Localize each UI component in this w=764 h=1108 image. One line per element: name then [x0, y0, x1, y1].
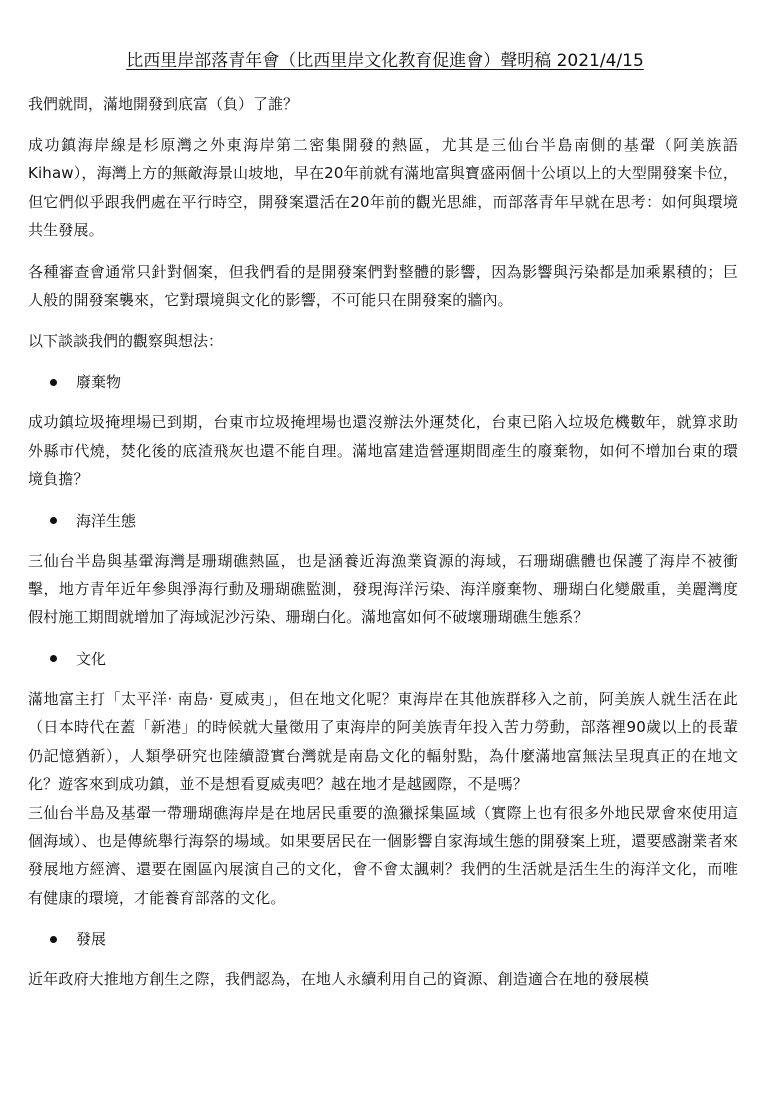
section-heading-label: 文化 [76, 649, 107, 668]
section-body-development: 近年政府大推地方創生之際，我們認為，在地人永續利用自己的資源、創造適合在地的發展模 [28, 970, 650, 989]
section-heading-culture [50, 645, 738, 673]
bullet-icon [50, 517, 57, 524]
lead-in-text: 以下談談我們的觀察與想法： [28, 332, 224, 351]
intro-paragraph-1: 成功鎮海岸線是杉原灣之外東海岸第二密集開發的熱區，尤其是三仙台半島南側的基翬（阿美族語Kihaw），海灣上方的無敵海景山坡地，早在20年前就有滿地富與寶盛兩個十公頃以上的大型開發案卡位，但它們似乎跟我們處在平行時空，開發案還活在20年前的觀光思維，而部落青年早就在思考：如何與環境共生發展。 [28, 136, 738, 240]
intro-paragraph-2: 各種審查會通常只針對個案，但我們看的是開發案們對整體的影響，因為影響與污染都是加乘累積的；巨人般的開發案襲來，它對環境與文化的影響，不可能只在開發案的牆內。 [28, 262, 738, 310]
statement-title: 比西里岸部落青年會（比西里岸文化教育促進會）聲明稿 2021/4/15 [126, 51, 644, 71]
section-heading-waste [50, 368, 738, 396]
bullet-icon [50, 936, 57, 943]
opening-question: 我們就問，滿地開發到底富（負）了誰？ [28, 95, 299, 113]
section-heading-marine-ecology [50, 507, 738, 535]
section-body-waste: 成功鎮垃圾掩埋場已到期，台東市垃圾掩埋場也還沒辦法外運焚化，台東已陷入垃圾危機數年，就算求助外縣市代燒，焚化後的底渣飛灰也還不能自理。滿地富建造營運期間產生的廢棄物，如何不增加台東的環境負擔？ [28, 413, 738, 489]
section-heading-label: 海洋生態 [76, 511, 137, 530]
section-heading-label: 發展 [76, 930, 107, 949]
section-heading-label: 廢棄物 [76, 373, 122, 392]
section-body-culture-2: 三仙台半島及基翬一帶珊瑚礁海岸是在地居民重要的漁獵採集區域（實際上也有很多外地民眾會來使用這個海域）、也是傳統舉行海祭的場域。如果要居民在一個影響自家海域生態的開發案上班，還要感謝業者來發展地方經濟、還要在園區內展演自己的文化，會不會太諷刺？我們的生活就是活生生的海洋文化，而唯有健康的環境，才能養育部落的文化。 [28, 803, 738, 907]
bullet-icon [50, 655, 57, 662]
section-heading-development [50, 925, 738, 953]
bullet-icon [50, 379, 57, 386]
section-body-marine-ecology: 三仙台半島與基翬海灣是珊瑚礁熱區，也是涵養近海漁業資源的海域，石珊瑚礁體也保護了海岸不被衝擊，地方青年近年參與淨海行動及珊瑚礁監測，發現海洋污染、海洋廢棄物、珊瑚白化變嚴重，美麗灣度假村施工期間就增加了海域泥沙污染、珊瑚白化。滿地富如何不破壞珊瑚礁生態系？ [28, 551, 738, 627]
section-body-culture: 滿地富主打「太平洋‧ 南島‧ 夏威夷」，但在地文化呢？東海岸在其他族群移入之前，阿美族人就生活在此（日本時代在蓋「新港」的時候就大量徵用了東海岸的阿美族青年投入苦力勞動，部落裡90歲以上的長輩仍記憶猶新），人類學研究也陸續證實台灣就是南島文化的輻射點，為什麼滿地富無法呈現真正的在地文化？遊客來到成功鎮，並不是想看夏威夷吧？越在地才是越國際，不是嗎？ [28, 689, 738, 794]
